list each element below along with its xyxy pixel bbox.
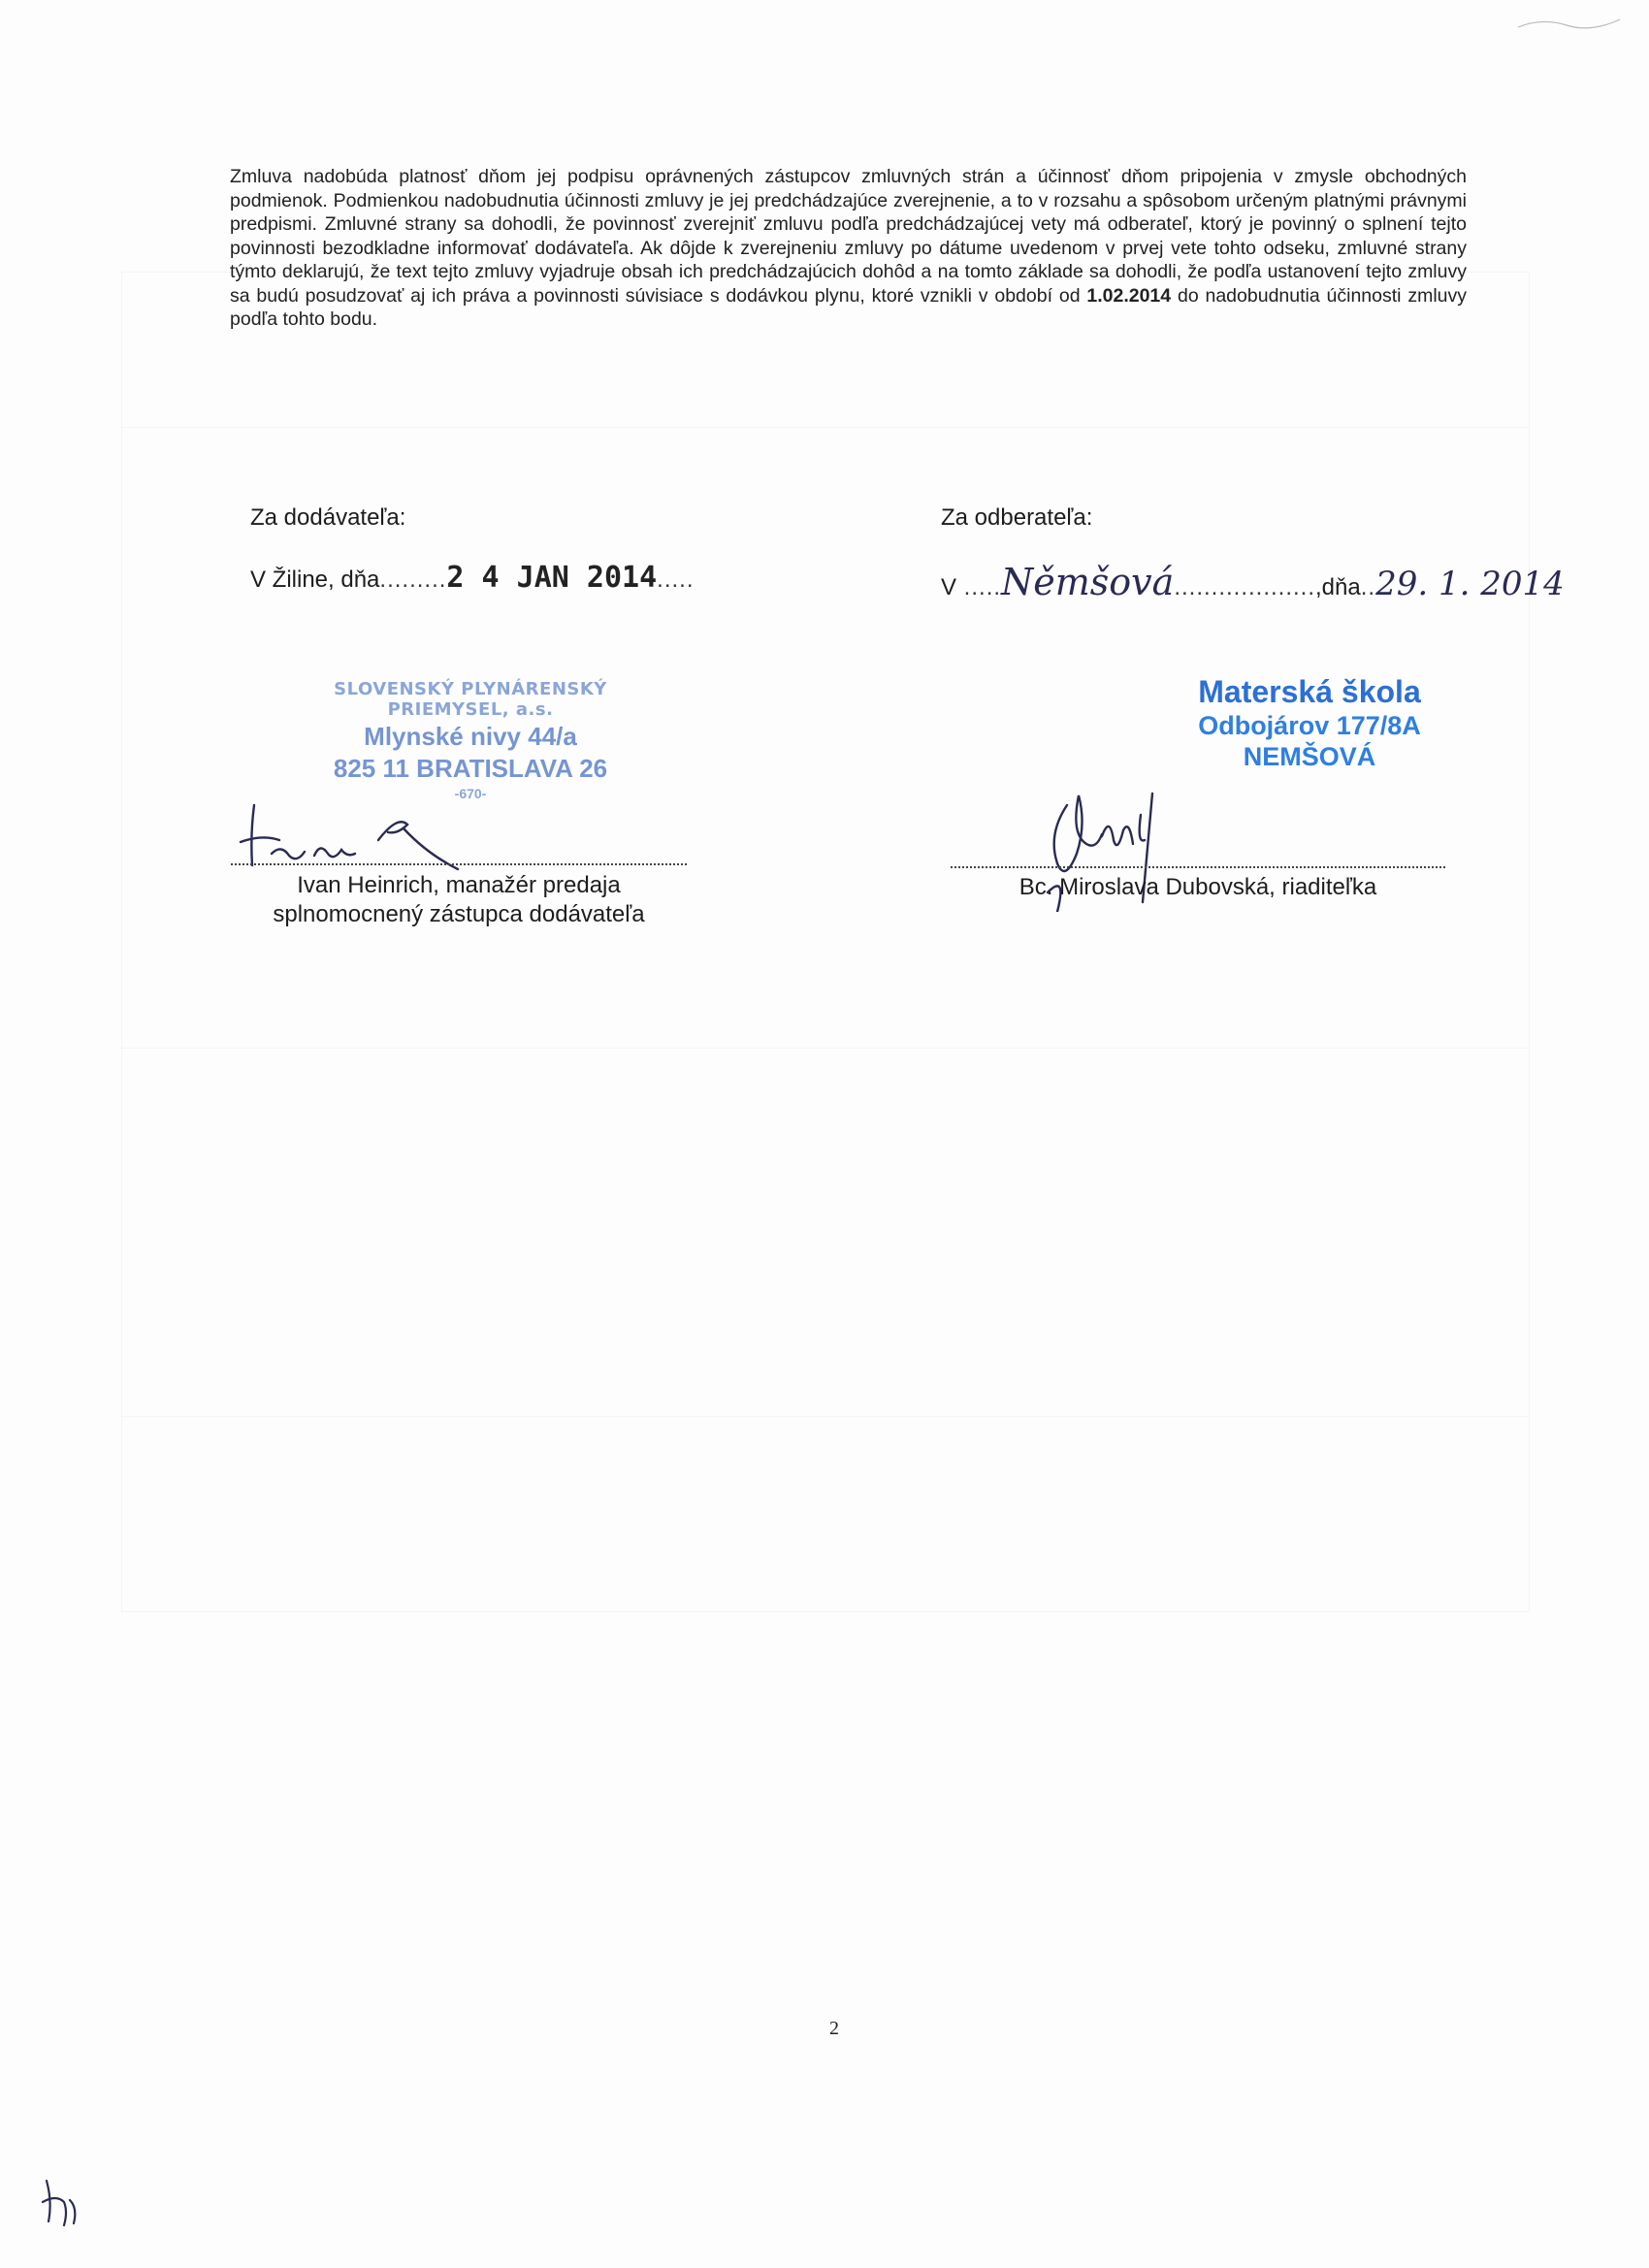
supplier-signer [231, 871, 687, 929]
customer-heading: Za odberateľa: [941, 504, 1093, 531]
supplier-signer-name: Ivan Heinrich, manažér predaja [297, 872, 621, 898]
supplier-heading: Za dodávateľa: [250, 504, 406, 531]
show-through-line [121, 1048, 1528, 1049]
clause-text: Zmluva nadobúda platnosť dňom jej podpisu oprávnených zástupcov zmluvných strán a účinnosť dňom pripojenia v zmysle obchodných podmienok. Podmienkou nadobudnutia účinnosti zmluvy je jej predchádzajúce zverejnenie, a to v rozsahu a spôsobom určeným platnými právnymi predpismi. Zmluvné strany sa dohodli, že povinnosť zverejniť zmluvu podľa predchádzajúcej vety má odberateľ, ktorý je povinný o splnení tejto povinnosti bezodkladne informovať dodávateľa. Ak dôjde k zverejneniu zmluvy po dátume uvedenom v prvej vete tohto odseku, zmluvné strany týmto deklarujú, že text tejto zmluvy vyjadruje obsah ich predchádzajúcich dohôd a na tomto základe sa dohodli, že podľa ustanovení tejto zmluvy sa budú posudzovať aj ich práva a povinnosti súvisiace s dodávkou plynu, ktoré vznikli v období od [230, 166, 1467, 307]
page-number: 2 [829, 2018, 839, 2039]
customer-dots-2: ................... [1174, 574, 1316, 600]
supplier-signer-role: splnomocnený zástupca dodávateľa [273, 901, 645, 927]
clause-text-end: do nadobudnutia účinnosti zmluvy podľa tohto bodu. [230, 284, 1467, 330]
supplier-date-stamp: 2 4 JAN 2014 [446, 561, 658, 595]
supplier-stamp-line4: -670- [454, 786, 487, 801]
customer-signer-name: Bc. Miroslava Dubovská, riaditeľka [1018, 874, 1377, 900]
customer-stamp-line3: NEMŠOVÁ [1243, 742, 1376, 771]
customer-dots: ..... [956, 574, 1002, 600]
customer-stamp-line2: Odbojárov 177/8A [1198, 711, 1421, 740]
handwritten-corner-mark [39, 2173, 87, 2231]
customer-date-label: ,dňa [1315, 574, 1361, 600]
smudge-mark [1513, 8, 1630, 37]
customer-stamp [1145, 673, 1474, 772]
clause-bold-date: 1.02.2014 [1086, 284, 1172, 307]
supplier-dots-before: ......... [379, 567, 447, 593]
supplier-place: V Žiline, dňa [250, 567, 380, 593]
supplier-signature-line [231, 863, 687, 865]
customer-dots-3: .. [1360, 574, 1376, 600]
supplier-signature [233, 795, 466, 873]
supplier-stamp [276, 679, 664, 801]
show-through-line [121, 427, 1528, 428]
supplier-place-date [250, 561, 695, 595]
customer-signature-line [951, 866, 1445, 868]
supplier-dots-after: ..... [657, 567, 695, 593]
show-through-line [121, 1416, 1528, 1417]
customer-date-handwritten: 29. 1. 2014 [1375, 565, 1565, 603]
supplier-stamp-line1: SLOVENSKÝ PLYNÁRENSKÝ PRIEMYSEL, a.s. [334, 679, 607, 720]
contract-clause [230, 165, 1467, 332]
customer-place-prefix: V [941, 574, 957, 600]
show-through-frame [121, 272, 1530, 1612]
customer-place-date [941, 561, 1565, 603]
supplier-stamp-line3: 825 11 BRATISLAVA 26 [333, 754, 608, 783]
customer-stamp-line1: Materská škola [1198, 674, 1421, 709]
supplier-stamp-line2: Mlynské nivy 44/a [364, 722, 577, 751]
customer-signer [951, 873, 1445, 902]
customer-place-handwritten: Němšová [1001, 561, 1175, 603]
